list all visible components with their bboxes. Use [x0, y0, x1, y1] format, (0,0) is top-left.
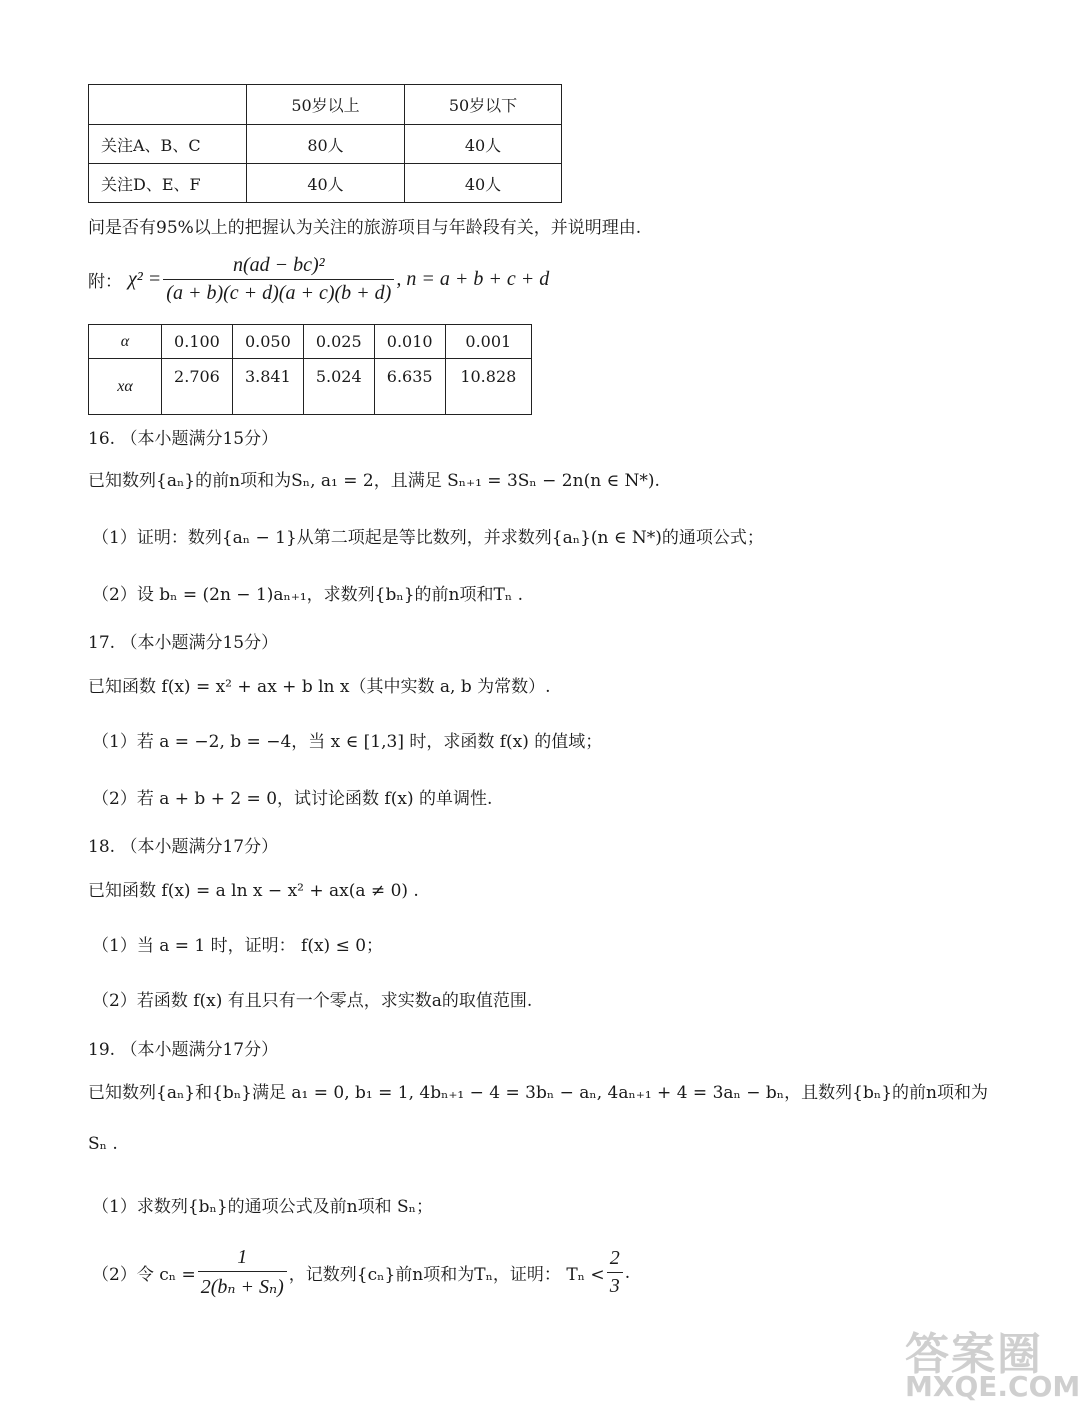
q16-header: 16. （本小题满分15分）	[88, 429, 279, 449]
x-alpha-value: 6.635	[374, 359, 445, 415]
survey-cell: 40人	[405, 164, 562, 203]
x-alpha-value: 10.828	[445, 359, 531, 415]
survey-header-empty	[89, 85, 247, 125]
q19-part2-prefix: （2）令 cₙ =	[92, 1265, 196, 1285]
q19-stem-cont: Sₙ .	[88, 1134, 118, 1154]
q18-part2: （2）若函数 f(x) 有且只有一个零点，求实数a的取值范围.	[92, 991, 533, 1011]
survey-header-under50: 50岁以下	[405, 85, 562, 125]
survey-cell: 80人	[247, 125, 405, 164]
alpha-value: 0.010	[374, 325, 445, 359]
c-n-denominator: 2(bₙ + Sₙ)	[198, 1271, 287, 1299]
chi-square-lhs: χ² =	[128, 268, 162, 290]
q17-part1: （1）若 a = −2, b = −4，当 x ∈ [1,3] 时，求函数 f(x) 的值域；	[92, 732, 603, 752]
q18-stem: 已知函数 f(x) = a ln x − x² + ax(a ≠ 0) .	[88, 881, 419, 901]
alpha-label: α	[89, 325, 162, 359]
q17-part2: （2）若 a + b + 2 = 0，试讨论函数 f(x) 的单调性.	[92, 789, 493, 809]
x-alpha-value: 5.024	[303, 359, 374, 415]
survey-row-label: 关注A、B、C	[89, 125, 247, 164]
q16-part1: （1）证明：数列{aₙ − 1}从第二项起是等比数列，并求数列{aₙ}(n ∈ N*)的通项公式；	[92, 528, 764, 548]
q19-part1: （1）求数列{bₙ}的通项公式及前n项和 Sₙ；	[92, 1197, 434, 1217]
q19-part2-suffix: ，记数列{cₙ}前n项和为Tₙ，证明： Tₙ <	[288, 1265, 605, 1285]
bound-fraction	[607, 1247, 623, 1298]
q19-header: 19. （本小题满分17分）	[88, 1040, 279, 1060]
q15-question: 问是否有95%以上的把握认为关注的旅游项目与年龄段有关，并说明理由.	[88, 218, 642, 238]
appendix-formula	[88, 254, 549, 305]
bound-denominator: 3	[607, 1272, 623, 1298]
alpha-value: 0.025	[303, 325, 374, 359]
bound-numerator: 2	[609, 1247, 620, 1269]
alpha-value: 0.050	[232, 325, 303, 359]
x-alpha-value: 3.841	[232, 359, 303, 415]
survey-cell: 40人	[405, 125, 562, 164]
watermark-logo: 答案圈	[905, 1329, 1043, 1380]
chi-square-fraction	[163, 254, 394, 305]
survey-row-label: 关注D、E、F	[89, 164, 247, 203]
chi-square-denominator: (a + b)(c + d)(a + c)(b + d)	[163, 279, 394, 305]
survey-table	[88, 84, 562, 203]
q18-header: 18. （本小题满分17分）	[88, 837, 279, 857]
q19-part2-end: .	[624, 1262, 631, 1283]
survey-header-over50: 50岁以上	[247, 85, 405, 125]
q17-stem: 已知函数 f(x) = x² + ax + b ln x（其中实数 a, b 为常数）.	[88, 677, 551, 697]
q19-part2	[92, 1246, 630, 1299]
alpha-value: 0.100	[162, 325, 233, 359]
c-n-fraction	[198, 1246, 287, 1299]
watermark-url: MXQE.COM	[905, 1370, 1080, 1403]
q19-stem: 已知数列{aₙ}和{bₙ}满足 a₁ = 0, b₁ = 1, 4bₙ₊₁ − 4 = 3bₙ − aₙ, 4aₙ₊₁ + 4 = 3aₙ − bₙ，且数列{bₙ}的前n项和为	[88, 1083, 988, 1103]
critical-value-table	[88, 324, 532, 415]
q16-stem: 已知数列{aₙ}的前n项和为Sₙ, a₁ = 2，且满足 Sₙ₊₁ = 3Sₙ − 2n(n ∈ N*).	[88, 471, 660, 491]
q18-part1: （1）当 a = 1 时，证明： f(x) ≤ 0；	[92, 936, 384, 956]
alpha-value: 0.001	[445, 325, 531, 359]
chi-square-numerator: n(ad − bc)²	[232, 254, 325, 276]
appendix-label: 附：	[88, 272, 122, 292]
x-alpha-label: xα	[89, 359, 162, 415]
c-n-numerator: 1	[237, 1246, 248, 1268]
x-alpha-value: 2.706	[162, 359, 233, 415]
q16-part2: （2）设 bₙ = (2n − 1)aₙ₊₁，求数列{bₙ}的前n项和Tₙ .	[92, 585, 524, 605]
q17-header: 17. （本小题满分15分）	[88, 633, 279, 653]
n-definition: , n = a + b + c + d	[396, 268, 550, 290]
survey-cell: 40人	[247, 164, 405, 203]
